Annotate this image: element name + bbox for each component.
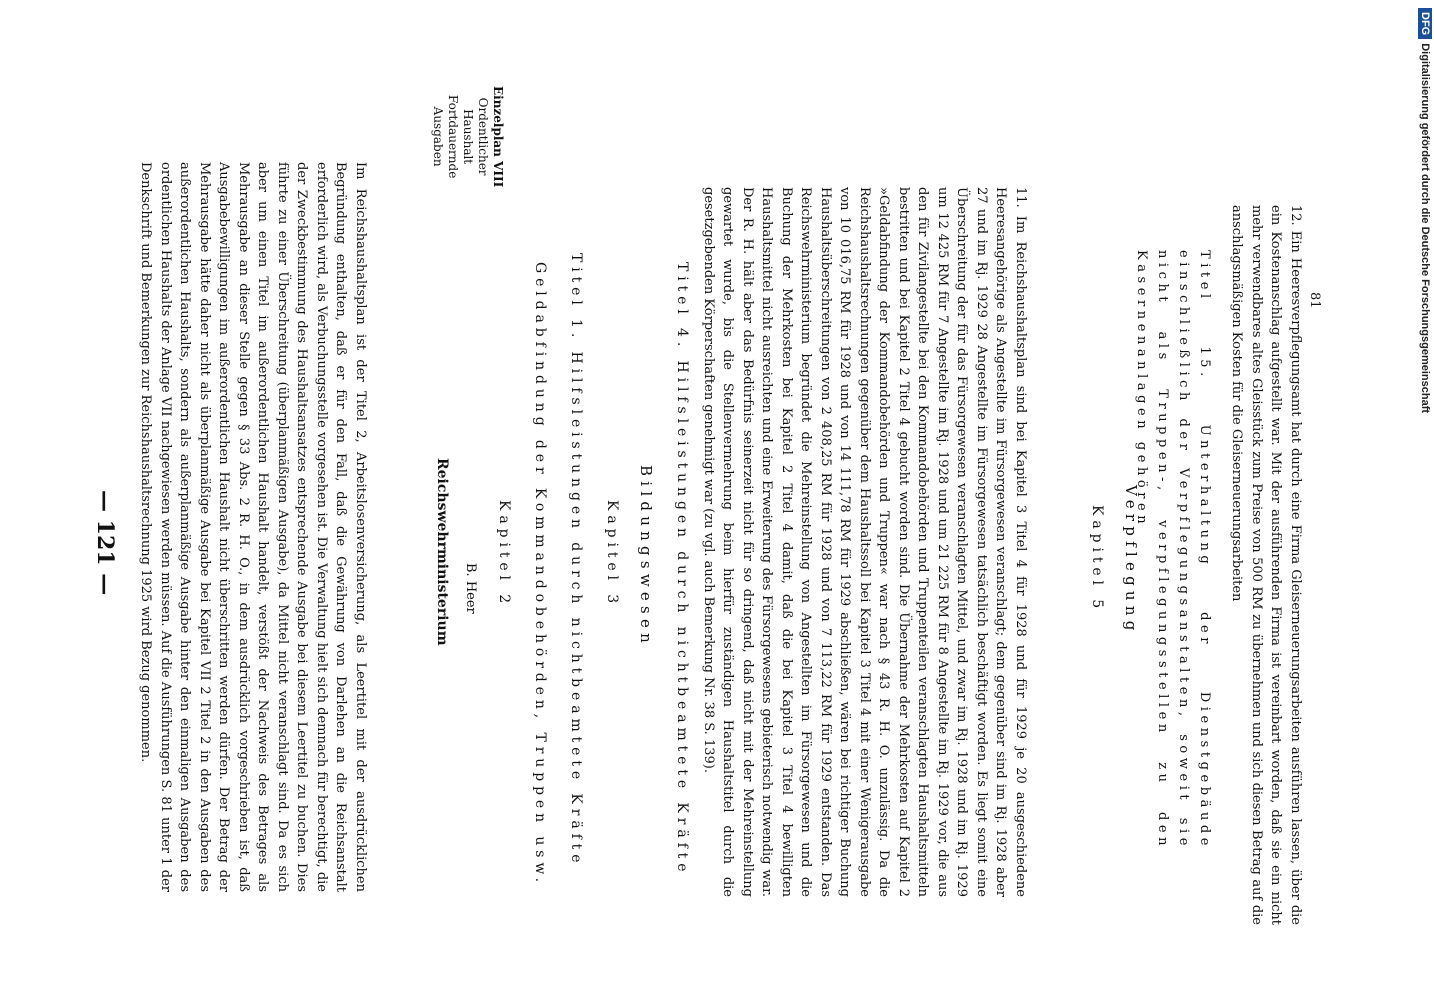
intro-paragraph: Im Reichshaushaltsplan ist der Titel 2, Arbeitslosenversicherung, als Leertitel mit der ausdrücklichen Begründung enthalten, daß er für den Fall, daß die Gewährung von Darlehen an die Reichsanstalt erforderlich wird, als Verbuchungsstelle vorgesehen ist. Die Verwaltung hielt sich demnach für berechtigt, die der Zweckbestimmung des Haushaltsansatzes entsprechende Ausgabe bei diesem Leertitel zu buchen. Dies führte zu einer Überschreitung (überplanmäßigen Ausgabe), da Mittel nicht veranschlagt sind. Da es sich aber um einen Titel im außerordentlichen Haushalt handelt, verstößt der Nachweis des Betrages als Mehrausgabe an dieser Stelle gegen § 33 Abs. 2 R. H. O., in dem ausdrücklich vorgeschrieben ist, daß Ausgabebewilligungen im außerordentlichen Haushalt nicht überschritten werden dürfen. Der Betrag der Mehrausgabe hätte daher nicht als überplanmäßige Ausgabe bei Kapitel VII 2 Titel 2 in den Ausgaben des außerordentlichen Haushalts, sondern als außerplanmäßige Ausgabe hinter den einmaligen Ausgaben des ordentlichen Haushalts der Anlage VII nachgewiesen werden müssen. Auf die Ausführungen S. 81 unter 1 der Denkschrift und Bemerkungen zur Reichshaushaltsrechnung 1925 wird Bezug genommen. <box>138 162 368 892</box>
title15-heading: Titel 15. Unterhaltung der Dienstgebäude einschließlich der Verpflegungsanstalten, soweit sie nicht als Truppen-, verpflegungsstellen zu den Kasernenanlagen gehören <box>1134 250 1212 850</box>
margin-note-line: Ordentlicher <box>476 97 490 176</box>
chapter2-subheading: Geldabfindung der Kommandobehörden, Truppen usw. <box>532 262 548 887</box>
paragraph-11: 11. Im Reichshaushaltsplan sind bei Kapitel 3 Titel 4 für 1928 und für 1929 je 20 ausgeschiedene Heeresangehörige als Angestellte im Fürsorgewesen veranschlagt; dem gegenüber sind im Rj. 1928 aber 27 und im Rj. 1929 28 Angestellte im Fürsorgewesen tatsächlich beschäftigt worden. Es liegt somit eine Überschreitung der für das Fürsorgewesen veranschlagten Mittel, und zwar im Rj. 1928 und im Rj. 1929 um 12 425 RM für 7 Angestellte im Rj. 1928 und um 21 225 RM für 8 Angestellte im Rj. 1929 vor, die aus den für Zivilangestellte bei den Kommandobehörden und Truppenteilen veranschlagten Haushaltsmitteln bestritten und bei Kapitel 2 Titel 4 gebucht worden sind. Die Übernahme der Mehrkosten auf Kapitel 2 »Geldabfindung der Kommandobehörden und Truppen« war nach § 43 R. H. O. unzulässig. Da die Reichshaushaltsrechnungen gegenüber dem Haushaltssoll bei Kapitel 3 Titel 4 mit einer Wenigerausgabe von 10 016,75 RM für 1928 und von 14 111,78 RM für 1929 abschließen, wären bei richtiger Buchung Haushaltsüberschreitungen von 2 408,25 RM für 1928 und von 7 113,22 RM für 1929 entstanden. Das Reichswehrministerium begründet die Mehreinstellung von Angestellten im Fürsorgewesen und die Buchung der Mehrkosten bei Kapitel 2 Titel 4 damit, daß die bei Kapitel 3 Titel 4 bewilligten Haushaltsmittel nicht ausreichten und eine Erweiterung des Fürsorgewesens gebieterisch notwendig war. Der R. H. hält aber das Bedürfnis seinerzeit nicht für so dringend, daß nicht mit der Mehreinstellung gewartet wurde, bis die Stellenvermehrung beim hierfür zuständigen Haushaltstitel durch die gesetzgebenden Körperschaften genehmigt war (zu vgl. auch Bemerkung Nr. 38 S. 139). <box>701 187 1028 897</box>
chapter3-subheading: Bildungswesen <box>637 465 655 649</box>
title1-heading: Titel 1. Hilfsleistungen durch nichtbeamtete Kräfte <box>568 253 584 868</box>
chapter3-heading: Kapitel 3 <box>604 500 620 609</box>
title4-heading: Titel 4. Hilfsleistungen durch nichtbeamtete Kräfte <box>674 262 690 877</box>
chapter5-heading: Kapitel 5 <box>1089 505 1105 614</box>
ministry-heading: Reichswehrministerium <box>434 458 450 646</box>
page-header: — 121 — <box>92 490 118 596</box>
chapter5-subheading: Verpflegung <box>1122 485 1140 636</box>
digitization-notice <box>1416 8 1434 413</box>
paragraph-12: 12. Ein Heeresverpflegungsamt hat durch eine Firma Gleiserneuerungsarbeiten ausführen lassen, über die ein Kostenanschlag aufgestellt war. Mit der ausführenden Firma ist vereinbart worden, daß sie ein nicht mehr verwendbares altes Gleisstück zum Preise von 500 RM zu übernehmen und sich diesen Betrag auf die anschlagsmäßigen Kosten für die Gleiserneuerungsarbeiten <box>1229 205 1303 925</box>
dfg-logo: DFG <box>1418 8 1432 39</box>
margin-note-line: Fortdauernde <box>446 94 460 179</box>
chapter2-heading: Kapitel 2 <box>496 500 512 609</box>
section-heading: B. Heer <box>463 563 478 614</box>
margin-note-line: Einzelplan VIII <box>491 86 505 188</box>
page-number: 81 <box>1307 292 1322 309</box>
margin-note-line: Ausgaben <box>431 106 445 167</box>
digitization-text: Digitalisierung gefördert durch die Deutsche Forschungsgemeinschaft <box>1419 43 1431 414</box>
margin-note <box>430 86 505 187</box>
margin-note-line: Haushalt <box>461 109 475 165</box>
